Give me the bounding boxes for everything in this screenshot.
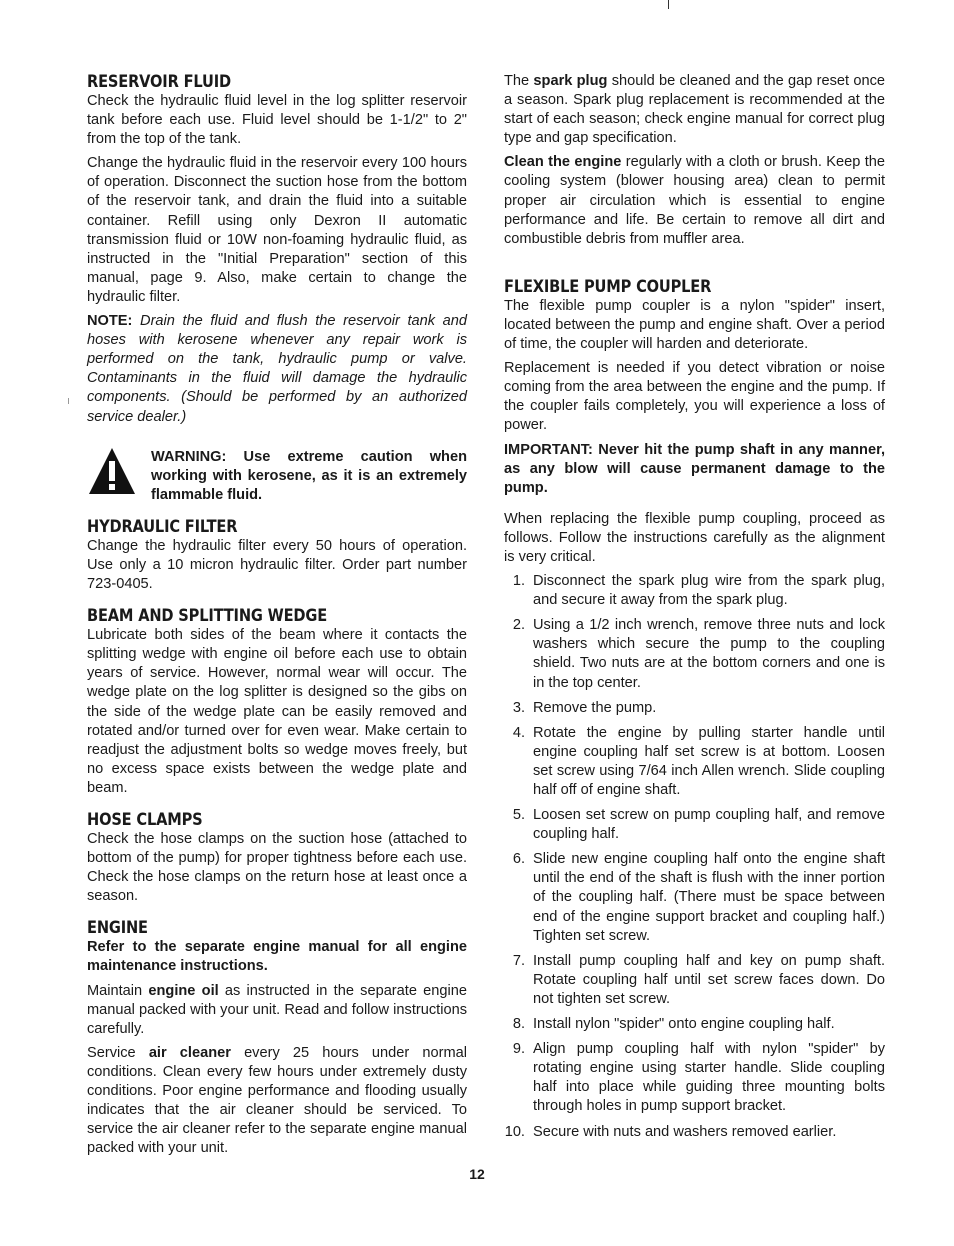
hose-clamps-paragraph: Check the hose clamps on the suction hose (attached to bottom of the pump) for proper tightness before each use. Check the hose clamps on the return hose at least once a season. — [87, 831, 467, 905]
warning-triangle-icon — [87, 446, 137, 496]
procedure-step — [504, 1123, 885, 1142]
step-number: 5. — [512, 807, 525, 824]
step-number: 2. — [512, 617, 525, 634]
step-number: 7. — [512, 952, 525, 969]
procedure-step — [504, 616, 885, 692]
coupler-description: The flexible pump coupler is a nylon "spider" insert, located between the pump and engine shaft. Over a period of time, the coupler will harden and deteriorate. — [504, 297, 885, 353]
step-number: 3. — [512, 699, 525, 716]
coupler-replacement: Replacement is needed if you detect vibration or noise coming from the area between the engine and the pump. If the coupler fails completely, you will experience a loss of power. — [504, 360, 885, 434]
warning-text: WARNING: Use extreme caution when working with kerosene, as it is an extremely flammable fluid. — [151, 448, 467, 503]
note-label: NOTE: — [87, 313, 133, 330]
reservoir-note — [87, 312, 467, 427]
step-text: Install pump coupling half and key on pump shaft. Rotate coupling half until set screw faces down. Do not tighten set screw. — [533, 952, 885, 1007]
clean-engine-paragraph: Clean the engine regularly with a cloth or brush. Keep the cooling system (blower housing area) clean to permit proper air circulation which is essential to engine performance and life. Be certain to remove all dirt and combustible debris from muffler area. — [504, 154, 885, 247]
step-number: 8. — [512, 1016, 525, 1033]
step-text: Disconnect the spark plug wire from the spark plug, and secure it away from the spark plug. — [533, 573, 885, 609]
beam-wedge-paragraph: Lubricate both sides of the beam where it contacts the splitting wedge with engine oil before each use to obtain years of service. However, normal wear will occur. The wedge plate on the log splitter is designed so the gibs on the side of the wedge plate can be easily removed and rotated and/or turned over for even wear. Make certain to readjust the adjustment bolts so wedge moves freely, but no excess space exists between the wedge plate and beam. — [87, 627, 467, 796]
air-cleaner-paragraph: Service air cleaner every 25 hours under normal conditions. Clean every few hours under extremely dusty conditions. Poor engine performance and flooding usually indicates that the air cleaner should be serviced. To service the air cleaner refer to the separate engine manual packed with your unit. — [87, 1044, 467, 1157]
procedure-step — [504, 1015, 885, 1034]
procedure-step — [504, 1040, 885, 1116]
reservoir-fluid-paragraph: Check the hydraulic fluid level in the log splitter reservoir tank before each use. Fluid level should be 1-1/2" to 2" from the top of the tank. — [87, 93, 467, 148]
flexible-pump-coupler-heading: FLEXIBLE PUMP COUPLER — [504, 276, 712, 297]
coupler-procedure-intro: When replacing the flexible pump coupling, proceed as follows. Follow the instructions carefully as the alignment is very critical. — [504, 510, 885, 565]
procedure-step — [504, 806, 885, 844]
procedure-step — [504, 724, 885, 800]
engine-oil-paragraph: Maintain engine oil as instructed in the separate engine manual packed with your unit. Read and follow instructions carefully. — [87, 982, 468, 1037]
engine-heading: ENGINE — [87, 918, 148, 939]
step-text: Remove the pump. — [533, 699, 657, 716]
step-text: Loosen set screw on pump coupling half, and remove coupling half. — [533, 807, 885, 843]
right-column — [504, 72, 885, 1148]
step-text: Align pump coupling half with nylon "spider" by rotating engine using starter handle. Slide coupling half into place while guiding three mounting bolts through holes in pump support bracket. — [533, 1041, 885, 1115]
beam-wedge-heading: BEAM AND SPLITTING WEDGE — [87, 606, 328, 627]
step-number: 10. — [504, 1123, 525, 1140]
step-text: Secure with nuts and washers removed earlier. — [533, 1123, 837, 1140]
reservoir-change-paragraph: Change the hydraulic fluid in the reservoir every 100 hours of operation. Disconnect the suction hose from the bottom of the reservoir tank, and drain the fluid into a suitable container. Refill using only Dexron II automatic transmission fluid or 10W non-foaming hydraulic fluid, as instructed in the "Initial Preparation" section of this manual, page 9. Also, make certain to change the hydraulic filter. — [87, 155, 467, 305]
step-number: 6. — [512, 851, 525, 868]
left-column — [87, 72, 467, 1158]
procedure-step — [504, 850, 885, 945]
procedure-step — [504, 952, 885, 1009]
reservoir-fluid-heading: RESERVOIR FLUID — [87, 72, 231, 92]
note-text: Drain the fluid and flush the reservoir tank and hoses with kerosene whenever any repair work is performed on the tank, hydraulic pump or valve. Contaminants in the fluid will damage the hydraulic components. (Should be performed by an authorized service dealer.) — [87, 313, 468, 425]
scan-mark — [668, 0, 669, 9]
important-notice: IMPORTANT: Never hit the pump shaft in any manner, as any blow will cause permanent damage to the pump. — [504, 441, 885, 496]
procedure-step — [504, 699, 885, 718]
step-text: Rotate the engine by pulling starter handle until engine coupling half set screw is at bottom. Loosen set screw using 7/64 inch Allen wrench. Slide coupling half off of engine shaft. — [533, 724, 885, 798]
scan-mark — [68, 398, 69, 404]
step-number: 1. — [512, 573, 525, 590]
step-number: 9. — [512, 1041, 525, 1058]
hydraulic-filter-paragraph: Change the hydraulic filter every 50 hours of operation. Use only a 10 micron hydraulic filter. Order part number 723-0405. — [87, 537, 467, 593]
step-number: 4. — [512, 724, 525, 741]
procedure-steps — [504, 572, 885, 1142]
step-text: Using a 1/2 inch wrench, remove three nuts and lock washers which secure the pump to the coupling shield. Two nuts are at the bottom corners and one is in the top center. — [533, 617, 885, 691]
warning-box — [87, 448, 467, 505]
hydraulic-filter-heading: HYDRAULIC FILTER — [87, 516, 238, 537]
step-text: Slide new engine coupling half onto the engine shaft until the end of the shaft is flush with the inner portion of the coupling half. (There must be space between end of the engine support bracket and coupling half.) Tighten set screw. — [533, 851, 885, 944]
step-text: Install nylon "spider" onto engine coupling half. — [533, 1016, 835, 1033]
procedure-step — [504, 572, 885, 610]
page-number: 12 — [469, 1166, 485, 1182]
hose-clamps-heading: HOSE CLAMPS — [87, 810, 203, 830]
spark-plug-paragraph: The spark plug should be cleaned and the gap reset once a season. Spark plug replacement is recommended at the start of each season; check engine manual for correct plug type and gap specification. — [504, 73, 886, 147]
engine-intro: Refer to the separate engine manual for all engine maintenance instructions. — [87, 939, 467, 975]
